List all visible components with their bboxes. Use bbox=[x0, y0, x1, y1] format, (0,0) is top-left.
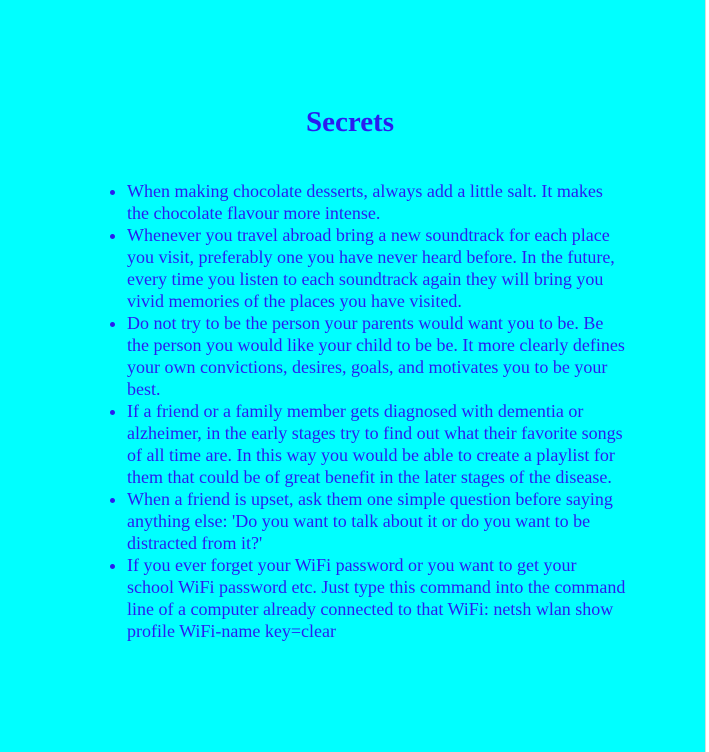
secrets-list bbox=[88, 180, 627, 642]
page-title: Secrets bbox=[305, 106, 395, 138]
list-item: • Do not try to be the person your parents would want you to be. Be the person you would like your child to be be. It more clearly defines your own convictions, desires, goals, and motivates you to be your best. bbox=[127, 312, 627, 400]
list-item: • If a friend or a family member gets diagnosed with dementia or alzheimer, in the early stages try to find out what their favorite songs of all time are. In this way you would be able to create a playlist for them that could be of great benefit in the later stages of the disease. bbox=[127, 400, 627, 488]
list-item: • When a friend is upset, ask them one simple question before saying anything else: 'Do you want to talk about it or do you want to be distracted from it?' bbox=[127, 488, 627, 554]
list-item: • When making chocolate desserts, always add a little salt. It makes the chocolate flavour more intense. bbox=[127, 180, 627, 224]
list-item: • Whenever you travel abroad bring a new soundtrack for each place you visit, preferably one you have never heard before. In the future, every time you listen to each soundtrack again they will bring you vivid memories of the places you have visited. bbox=[127, 224, 627, 312]
window-edge-line bbox=[705, 0, 706, 752]
list-item: • If you ever forget your WiFi password or you want to get your school WiFi password etc. Just type this command into the command line of a computer already connected to that WiFi: netsh wlan show profile WiFi-name key=clear bbox=[127, 554, 627, 642]
